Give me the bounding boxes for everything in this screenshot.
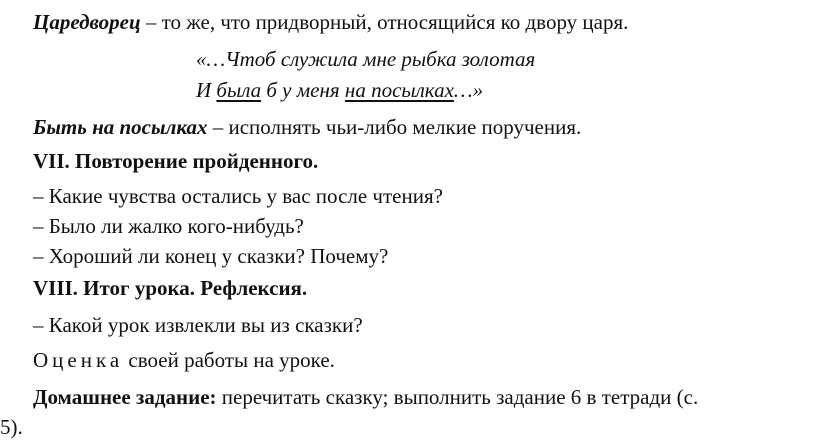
definition-na-posylkakh-text: – исполнять чьи-либо мелкие поручения. (207, 115, 582, 139)
homework-line (33, 384, 698, 410)
poem-quote-line-2: И была б у меня на посылках…» (196, 78, 484, 102)
section-8-heading: VIII. Итог урока. Рефлексия. (33, 276, 308, 300)
question-feelings: – Какие чувства остались у вас после чтения? (33, 184, 443, 208)
underlined-word-byla: была (216, 78, 262, 102)
homework-label: Домашнее задание: (33, 385, 217, 409)
section-7-heading: VII. Повторение пройденного. (33, 149, 319, 173)
question-ending: – Хороший ли конец у сказки? Почему? (33, 244, 389, 268)
definition-tsaredvorets (33, 9, 628, 35)
grade-word-spaced: Оценка (33, 348, 124, 372)
homework-line-continuation: 5). (0, 415, 23, 439)
homework-text: перечитать сказку; выполнить задание 6 в тетради (с. (216, 385, 699, 409)
question-lesson: – Какой урок извлекли вы из сказки? (33, 313, 363, 337)
definition-na-posylkakh (33, 114, 581, 140)
definition-tsaredvorets-text: – то же, что придворный, относящийся ко двору царя. (140, 10, 629, 34)
poem-quote-line-1: «…Чтоб служила мне рыбка золотая (196, 47, 536, 71)
term-tsaredvorets: Царедворец (33, 10, 141, 34)
underlined-phrase-na-posylkakh: на посылках (344, 78, 454, 102)
question-pity: – Было ли жалко кого-нибудь? (33, 214, 304, 238)
self-assessment-line: Оценка своей работы на уроке. (33, 348, 335, 372)
term-byt-na-posylkakh: Быть на посылках (33, 115, 208, 139)
